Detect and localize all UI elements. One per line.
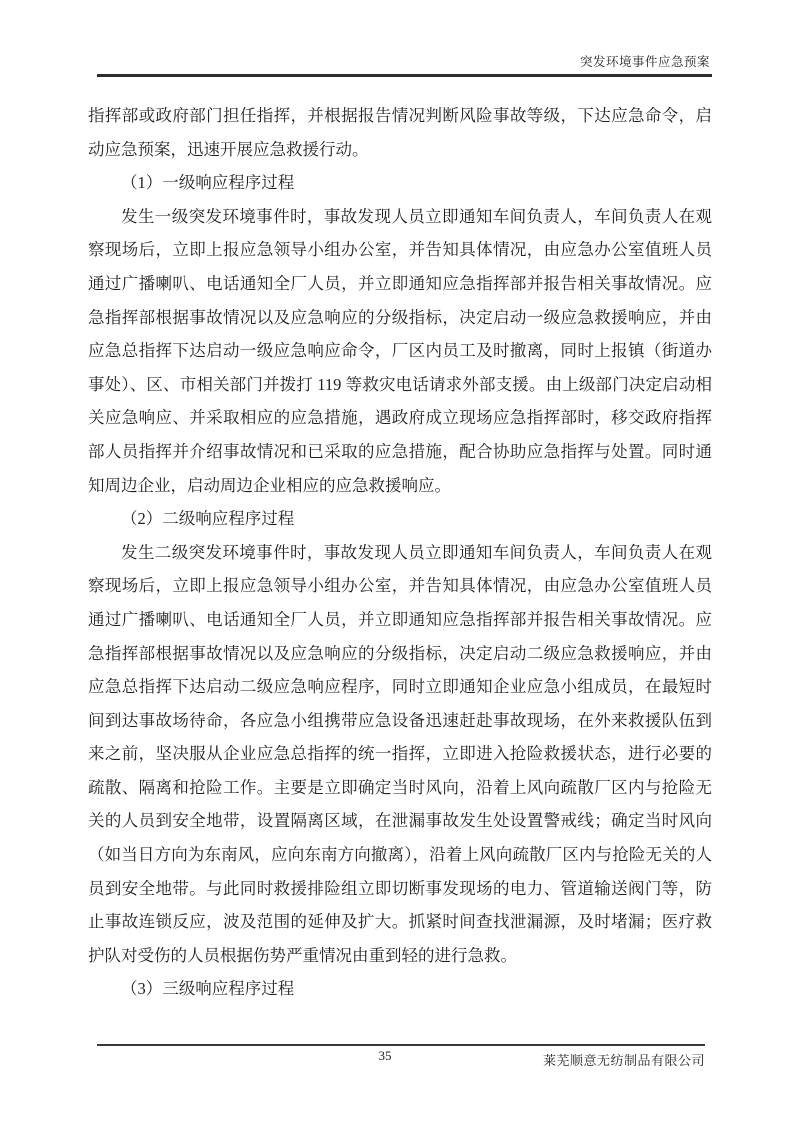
paragraph-level1-response: 发生一级突发环境事件时，事故发现人员立即通知车间负责人，车间负责人在观察现场后，立即上报应急领导小组办公室，并告知具体情况，由应急办公室值班人员通过广播喇叭、电话通知全厂人员，并立即通知应急指挥部并报告相关事故情况。应急指挥部根据事故情况以及应急响应的分级指标，决定启动一级应急救援响应，并由应急总指挥下达启动一级应急响应命令，厂区内员工及时撤离，同时上报镇（街道办事处）、区、市相关部门并拨打 119 等救灾电话请求外部支援。由上级部门决定启动相关应急响应、并采取相应的应急措施，遇政府成立现场应急指挥部时，移交政府指挥部人员指挥并介绍事故情况和已采取的应急措施，配合协助应急指挥与处置。同时通知周边企业，启动周边企业相应的应急救援响应。 (88, 206, 712, 495)
document-body (88, 99, 712, 1006)
page-number: 35 (378, 1048, 392, 1063)
header-title: 突发环境事件应急预案 (579, 55, 710, 69)
paragraph-level2-response: 发生二级突发环境事件时，事故发现人员立即通知车间负责人，车间负责人在观察现场后，立即上报应急领导小组办公室，并告知具体情况，由应急办公室值班人员通过广播喇叭、电话通知全厂人员，并立即通知应急指挥部并报告相关事故情况。应急指挥部根据事故情况以及应急响应的分级指标，决定启动二级应急救援响应，并由应急总指挥下达启动二级应急响应程序，同时立即通知企业应急小组成员，在最短时间到达事故场待命，各应急小组携带应急设备迅速赶赴事故现场，在外来救援队伍到来之前，坚决服从企业应急总指挥的统一指挥，立即进入抢险救援状态，进行必要的疏散、隔离和抢险工作。主要是立即确定当时风向，沿着上风向疏散厂区内与抢险无关的人员到安全地带，设置隔离区域，在泄漏事故发生处设置警戒线；确定当时风向（如当日方向为东南风，应向东南方向撤离），沿着上风向疏散厂区内与抢险无关的人员到安全地带。与此同时救援排险组立即切断事发现场的电力、管道输送阀门等，防止事故连锁反应，波及范围的延伸及扩大。抓紧时间查找泄漏源，及时堵漏；医疗救护队对受伤的人员根据伤势严重情况由重到轻的进行急救。 (88, 542, 712, 965)
header-rule (97, 74, 712, 77)
section-heading-level2: （2）二级响应程序过程 (121, 509, 295, 529)
footer-company-name: 莱芜顺意无纺制品有限公司 (542, 1053, 705, 1068)
paragraph-continuation: 指挥部或政府部门担任指挥，并根据报告情况判断风险事故等级，下达应急命令，启动应急预案，迅速开展应急救援行动。 (88, 106, 712, 159)
section-heading-level3: （3）三级响应程序过程 (121, 979, 295, 999)
footer-rule (97, 1044, 705, 1046)
section-heading-level1: （1）一级响应程序过程 (121, 173, 295, 193)
